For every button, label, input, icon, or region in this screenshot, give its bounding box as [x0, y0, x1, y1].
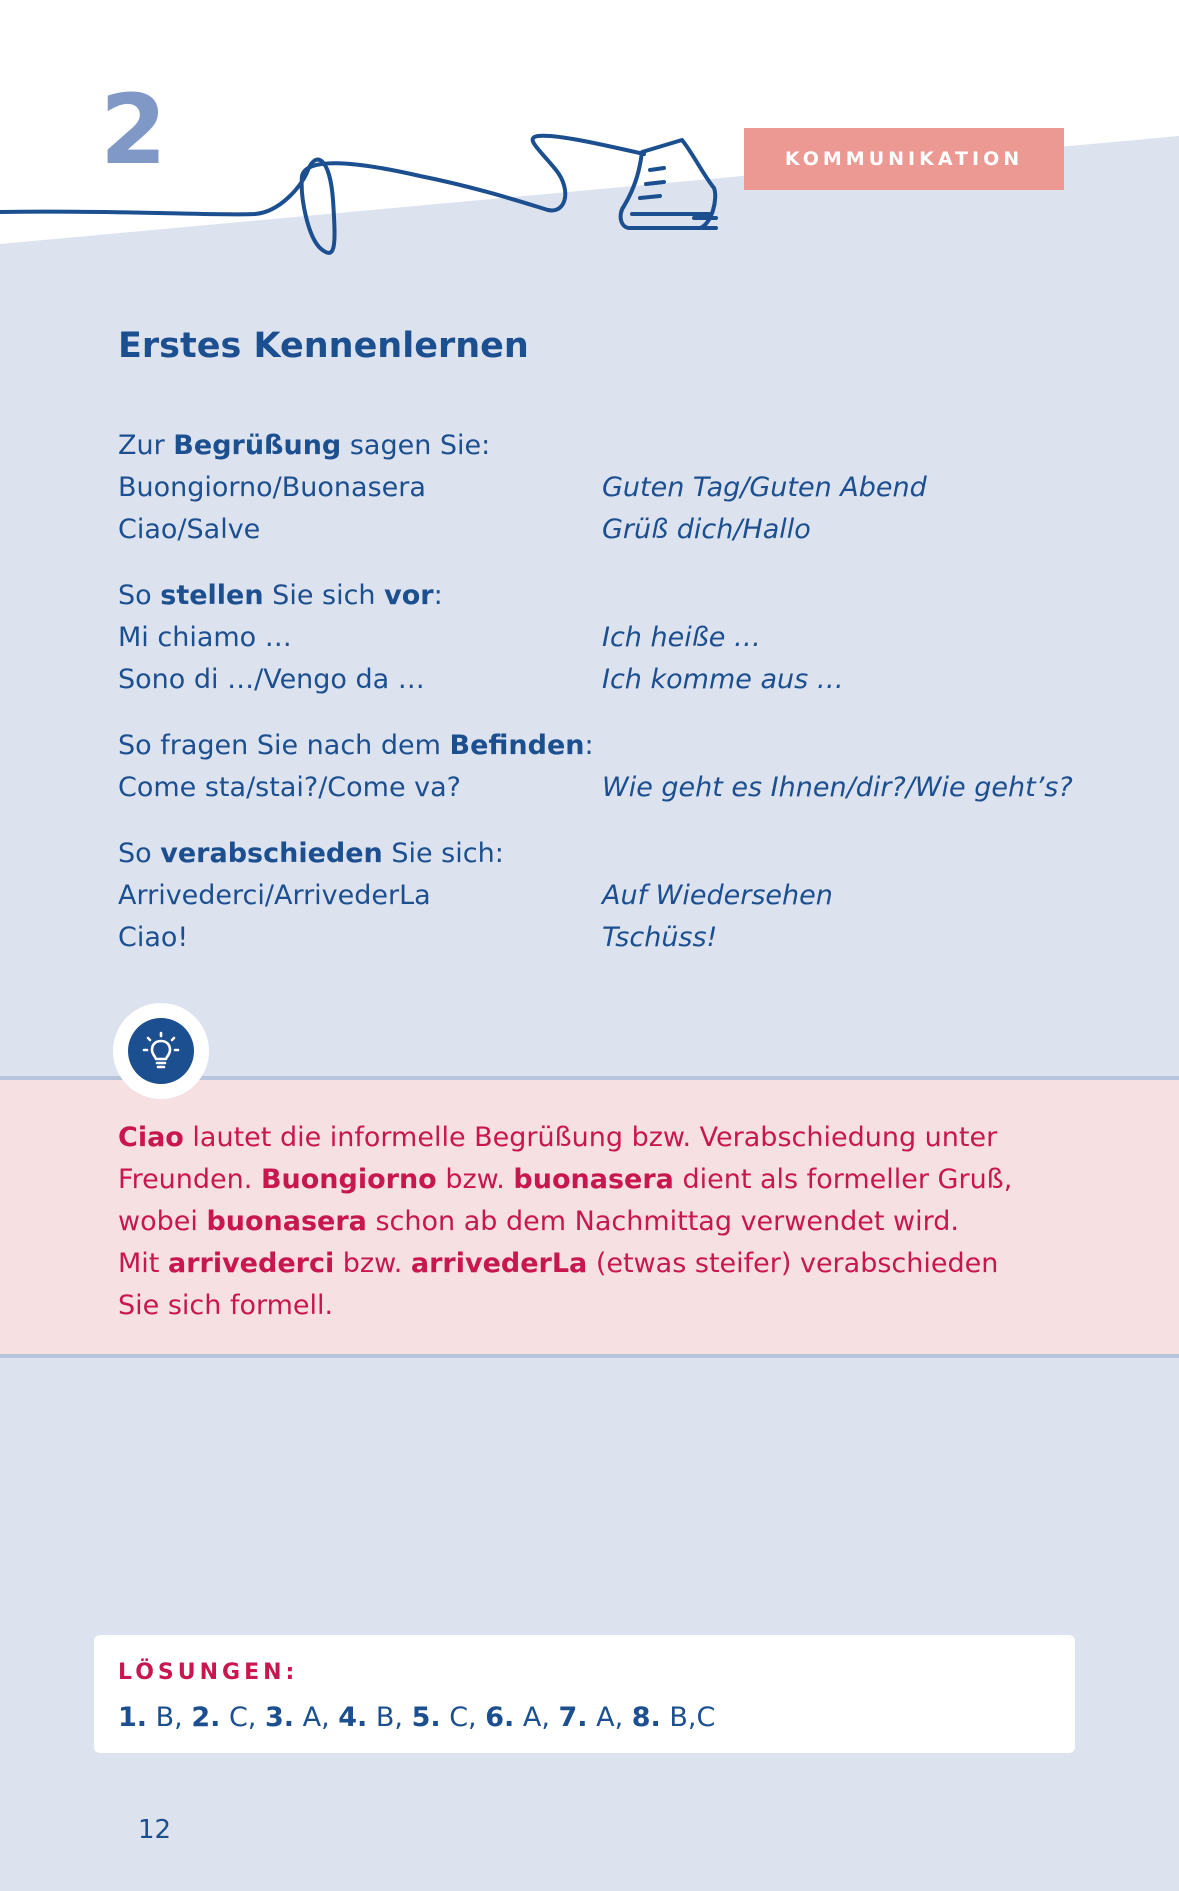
answer-number: 5. — [411, 1702, 441, 1733]
phrase-german: Guten Tag/Guten Abend — [602, 472, 927, 503]
answer-value: B, — [367, 1702, 412, 1733]
phrase-italian: Come sta/stai?/Come va? — [118, 772, 462, 803]
answer-number: 3. — [264, 1702, 295, 1733]
phrase-german: Ich komme aus … — [602, 664, 844, 695]
answer-number: 1. — [118, 1702, 148, 1733]
answer-value: C, — [220, 1702, 265, 1733]
phrase-german: Auf Wiedersehen — [602, 880, 833, 911]
solutions-answers — [118, 1702, 715, 1733]
lightbulb-icon — [128, 1018, 194, 1084]
tip-text-line: Mit arrivederci bzw. arrivederLa (etwas steifer) verabschieden — [118, 1248, 999, 1279]
tip-badge — [113, 1003, 209, 1099]
answer-number: 8. — [631, 1702, 661, 1733]
white-header-area — [0, 0, 1179, 244]
tip-text-line: Ciao lautet die informelle Begrüßung bzw. Verabschiedung unter — [118, 1122, 998, 1153]
answer-number: 6. — [485, 1702, 515, 1733]
tip-text-line: wobei buonasera schon ab dem Nachmittag verwendet wird. — [118, 1206, 959, 1237]
tip-text-line: Sie sich formell. — [118, 1290, 334, 1321]
phrase-italian: Ciao/Salve — [118, 514, 261, 545]
answer-value: A, — [514, 1702, 559, 1733]
solutions-box — [94, 1635, 1075, 1753]
greeting-intro: Zur Begrüßung sagen Sie: — [118, 430, 491, 461]
page-title: Erstes Kennenlernen — [118, 326, 529, 366]
answer-number: 2. — [191, 1702, 221, 1733]
answer-value: A, — [587, 1702, 632, 1733]
farewell-intro: So verabschieden Sie sich: — [118, 838, 504, 869]
answer-number: 4. — [338, 1702, 368, 1733]
phrase-italian: Sono di …/Vengo da … — [118, 664, 425, 695]
tip-text-line: Freunden. Buongiorno bzw. buonasera dient als formeller Gruß, — [118, 1164, 1013, 1195]
chapter-number: 2 — [100, 74, 165, 186]
phrase-italian: Buongiorno/Buonasera — [118, 472, 426, 503]
phrase-german: Grüß dich/Hallo — [602, 514, 811, 545]
page-number: 12 — [138, 1815, 172, 1845]
answer-value: B,C — [660, 1702, 716, 1733]
phrase-german: Tschüss! — [602, 922, 718, 953]
phrase-italian: Arrivederci/ArrivederLa — [118, 880, 431, 911]
answer-number: 7. — [558, 1702, 588, 1733]
phrase-german: Ich heiße … — [602, 622, 761, 653]
section-tag: KOMMUNIKATION — [744, 128, 1064, 190]
answer-value: B, — [147, 1702, 192, 1733]
answer-value: C, — [440, 1702, 486, 1733]
wellbeing-intro: So fragen Sie nach dem Befinden: — [118, 730, 594, 761]
introduce-intro: So stellen Sie sich vor: — [118, 580, 443, 611]
phrase-german: Wie geht es Ihnen/dir?/Wie geht’s? — [602, 772, 1073, 803]
phrase-italian: Ciao! — [118, 922, 189, 953]
solutions-label: LÖSUNGEN: — [118, 1660, 299, 1685]
phrase-italian: Mi chiamo … — [118, 622, 292, 653]
answer-value: A, — [294, 1702, 339, 1733]
